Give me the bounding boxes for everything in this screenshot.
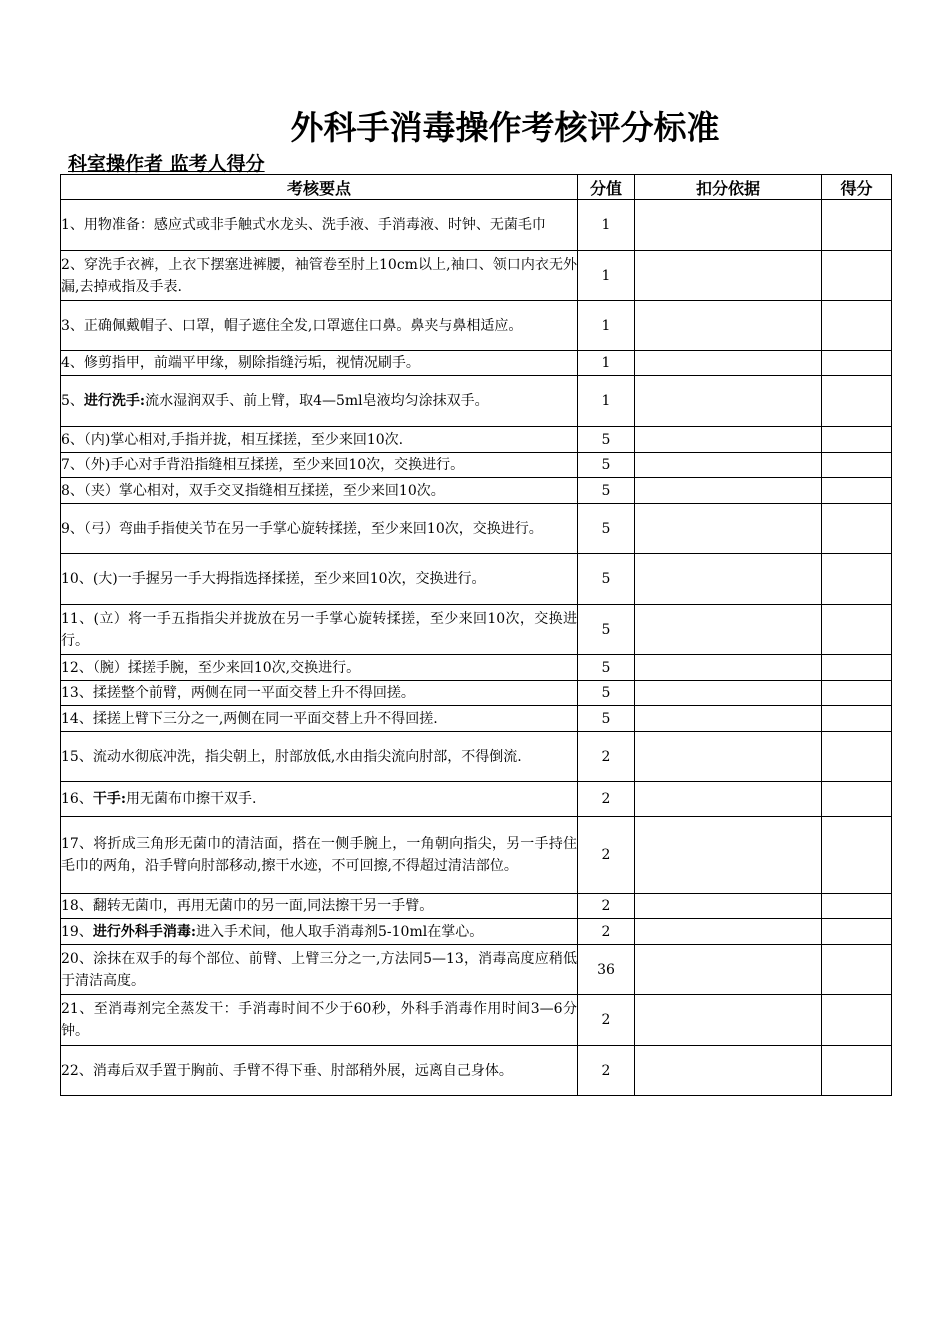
- row-value: 5: [578, 605, 635, 655]
- deduction-cell[interactable]: [635, 251, 822, 301]
- table-row: [61, 351, 892, 376]
- score-cell[interactable]: [822, 945, 892, 995]
- table-row: [61, 453, 892, 478]
- header-key-points: 考核要点: [61, 175, 578, 200]
- table-row: [61, 376, 892, 427]
- deduction-cell[interactable]: [635, 376, 822, 427]
- table-row: [61, 995, 892, 1046]
- table-row: [61, 301, 892, 351]
- table-row: [61, 945, 892, 995]
- table-row: [61, 251, 892, 301]
- row-value: 1: [578, 301, 635, 351]
- score-cell[interactable]: [822, 200, 892, 251]
- deduction-cell[interactable]: [635, 919, 822, 945]
- header-score: 得分: [822, 175, 892, 200]
- row-item-text: 4、修剪指甲，前端平甲缘，剔除指缝污垢，视情况刷手。: [61, 351, 578, 376]
- table-row: [61, 1046, 892, 1096]
- table-row: [61, 894, 892, 919]
- score-cell[interactable]: [822, 301, 892, 351]
- table-row: [61, 200, 892, 251]
- deduction-cell[interactable]: [635, 817, 822, 894]
- row-value: 1: [578, 376, 635, 427]
- deduction-cell[interactable]: [635, 732, 822, 782]
- row-item-rest: 流水湿润双手、前上臂，取4—5ml皂液均匀涂抹双手。: [145, 393, 489, 409]
- table-row: [61, 919, 892, 945]
- row-item-bold-label: 进行外科手消毒:: [92, 923, 196, 940]
- row-item-prefix: 16、: [61, 791, 93, 807]
- row-value: 36: [578, 945, 635, 995]
- deduction-cell[interactable]: [635, 782, 822, 817]
- row-item-text: 11、(立）将一手五指指尖并拢放在另一手掌心旋转揉搓，至少来回10次，交换进行。: [61, 605, 578, 655]
- deduction-cell[interactable]: [635, 554, 822, 605]
- deduction-cell[interactable]: [635, 1046, 822, 1096]
- deduction-cell[interactable]: [635, 504, 822, 554]
- score-cell[interactable]: [822, 478, 892, 504]
- page-title: 外科手消毒操作考核评分标准: [290, 108, 720, 147]
- score-cell[interactable]: [822, 782, 892, 817]
- row-item-text: 17、将折成三角形无菌巾的清洁面，搭在一侧手腕上，一角朝向指尖，另一手持住毛巾的两角，沿手臂向肘部移动,擦干水迹，不可回擦,不得超过清洁部位。: [61, 817, 578, 894]
- row-item-text: 12、（腕）揉搓手腕，至少来回10次,交换进行。: [61, 655, 578, 681]
- row-item-text: [61, 919, 578, 945]
- row-value: 1: [578, 251, 635, 301]
- row-item-text: 15、流动水彻底冲洗，指尖朝上，肘部放低,水由指尖流向肘部，不得倒流.: [61, 732, 578, 782]
- score-cell[interactable]: [822, 919, 892, 945]
- row-item-rest: 进入手术间，他人取手消毒剂5-10ml在掌心。: [196, 923, 484, 940]
- form-subtitle: 科室操作者 监考人得分: [68, 153, 265, 175]
- score-cell[interactable]: [822, 995, 892, 1046]
- table-row: [61, 605, 892, 655]
- row-value: 1: [578, 200, 635, 251]
- header-score-value: 分值: [578, 175, 635, 200]
- header-deduction-basis: 扣分依据: [635, 175, 822, 200]
- score-cell[interactable]: [822, 453, 892, 478]
- row-value: 2: [578, 782, 635, 817]
- row-item-text: 21、至消毒剂完全蒸发干：手消毒时间不少于60秒，外科手消毒作用时间3—6分钟。: [61, 995, 578, 1046]
- row-item-text: 1、用物准备：感应式或非手触式水龙头、洗手液、手消毒液、时钟、无菌毛巾: [61, 200, 578, 251]
- row-value: 2: [578, 894, 635, 919]
- deduction-cell[interactable]: [635, 945, 822, 995]
- row-value: 2: [578, 732, 635, 782]
- score-cell[interactable]: [822, 427, 892, 453]
- row-item-prefix: 5、: [61, 393, 84, 409]
- deduction-cell[interactable]: [635, 200, 822, 251]
- row-value: 5: [578, 554, 635, 605]
- row-value: 1: [578, 351, 635, 376]
- deduction-cell[interactable]: [635, 681, 822, 706]
- row-item-text: 7、（外)手心对手背沿指缝相互揉搓，至少来回10次，交换进行。: [61, 453, 578, 478]
- row-value: 2: [578, 995, 635, 1046]
- row-value: 5: [578, 655, 635, 681]
- row-item-rest: 用无菌布巾擦干双手.: [126, 791, 257, 807]
- row-item-text: 13、揉搓整个前臂，两侧在同一平面交替上升不得回搓。: [61, 681, 578, 706]
- score-cell[interactable]: [822, 894, 892, 919]
- deduction-cell[interactable]: [635, 605, 822, 655]
- table-row: [61, 504, 892, 554]
- row-value: 5: [578, 453, 635, 478]
- row-item-text: 10、(大)一手握另一手大拇指选择揉搓，至少来回10次，交换进行。: [61, 554, 578, 605]
- deduction-cell[interactable]: [635, 301, 822, 351]
- score-cell[interactable]: [822, 706, 892, 732]
- row-item-bold-label: 进行洗手:: [83, 393, 146, 409]
- table-row: [61, 681, 892, 706]
- deduction-cell[interactable]: [635, 351, 822, 376]
- row-item-text: 6、（内)掌心相对,手指并拢，相互揉搓，至少来回10次.: [61, 427, 578, 453]
- row-item-text: 14、揉搓上臂下三分之一,两侧在同一平面交替上升不得回搓.: [61, 706, 578, 732]
- row-item-text: 9、（弓）弯曲手指使关节在另一手掌心旋转揉搓，至少来回10次，交换进行。: [61, 504, 578, 554]
- deduction-cell[interactable]: [635, 995, 822, 1046]
- score-cell[interactable]: [822, 817, 892, 894]
- row-item-text: 2、穿洗手衣裤，上衣下摆塞进裤腰，袖管卷至肘上10cm以上,袖口、领口内衣无外漏,去掉戒指及手表.: [61, 251, 578, 301]
- score-cell[interactable]: [822, 655, 892, 681]
- row-value: 2: [578, 919, 635, 945]
- table-row: [61, 655, 892, 681]
- score-cell[interactable]: [822, 376, 892, 427]
- score-cell[interactable]: [822, 732, 892, 782]
- score-cell[interactable]: [822, 504, 892, 554]
- score-cell[interactable]: [822, 681, 892, 706]
- score-cell[interactable]: [822, 251, 892, 301]
- row-value: 5: [578, 478, 635, 504]
- row-item-text: 18、翻转无菌巾，再用无菌巾的另一面,同法擦干另一手臂。: [61, 894, 578, 919]
- scoring-table: [60, 174, 892, 1096]
- row-item-bold-label: 干手:: [92, 791, 126, 807]
- table-row: [61, 782, 892, 817]
- row-value: 5: [578, 706, 635, 732]
- row-item-text: 22、消毒后双手置于胸前、手臂不得下垂、肘部稍外展，远离自己身体。: [61, 1046, 578, 1096]
- table-row: [61, 427, 892, 453]
- deduction-cell[interactable]: [635, 706, 822, 732]
- score-cell[interactable]: [822, 554, 892, 605]
- row-item-text: 3、正确佩戴帽子、口罩，帽子遮住全发,口罩遮住口鼻。鼻夹与鼻相适应。: [61, 301, 578, 351]
- row-item-prefix: 19、: [61, 923, 93, 940]
- score-cell[interactable]: [822, 1046, 892, 1096]
- row-value: 2: [578, 817, 635, 894]
- row-value: 5: [578, 427, 635, 453]
- table-header-row: [61, 175, 892, 200]
- deduction-cell[interactable]: [635, 655, 822, 681]
- row-item-text: [61, 376, 578, 427]
- table-row: [61, 817, 892, 894]
- row-value: 2: [578, 1046, 635, 1096]
- table-row: [61, 554, 892, 605]
- deduction-cell[interactable]: [635, 453, 822, 478]
- table-row: [61, 706, 892, 732]
- score-cell[interactable]: [822, 605, 892, 655]
- table-row: [61, 478, 892, 504]
- deduction-cell[interactable]: [635, 427, 822, 453]
- deduction-cell[interactable]: [635, 894, 822, 919]
- row-value: 5: [578, 681, 635, 706]
- row-item-text: [61, 782, 578, 817]
- deduction-cell[interactable]: [635, 478, 822, 504]
- score-cell[interactable]: [822, 351, 892, 376]
- table-row: [61, 732, 892, 782]
- row-item-text: 8、（夹）掌心相对，双手交叉指缝相互揉搓，至少来回10次。: [61, 478, 578, 504]
- row-value: 5: [578, 504, 635, 554]
- row-item-text: 20、涂抹在双手的每个部位、前臂、上臂三分之一,方法同5—13，消毒高度应稍低于清洁高度。: [61, 945, 578, 995]
